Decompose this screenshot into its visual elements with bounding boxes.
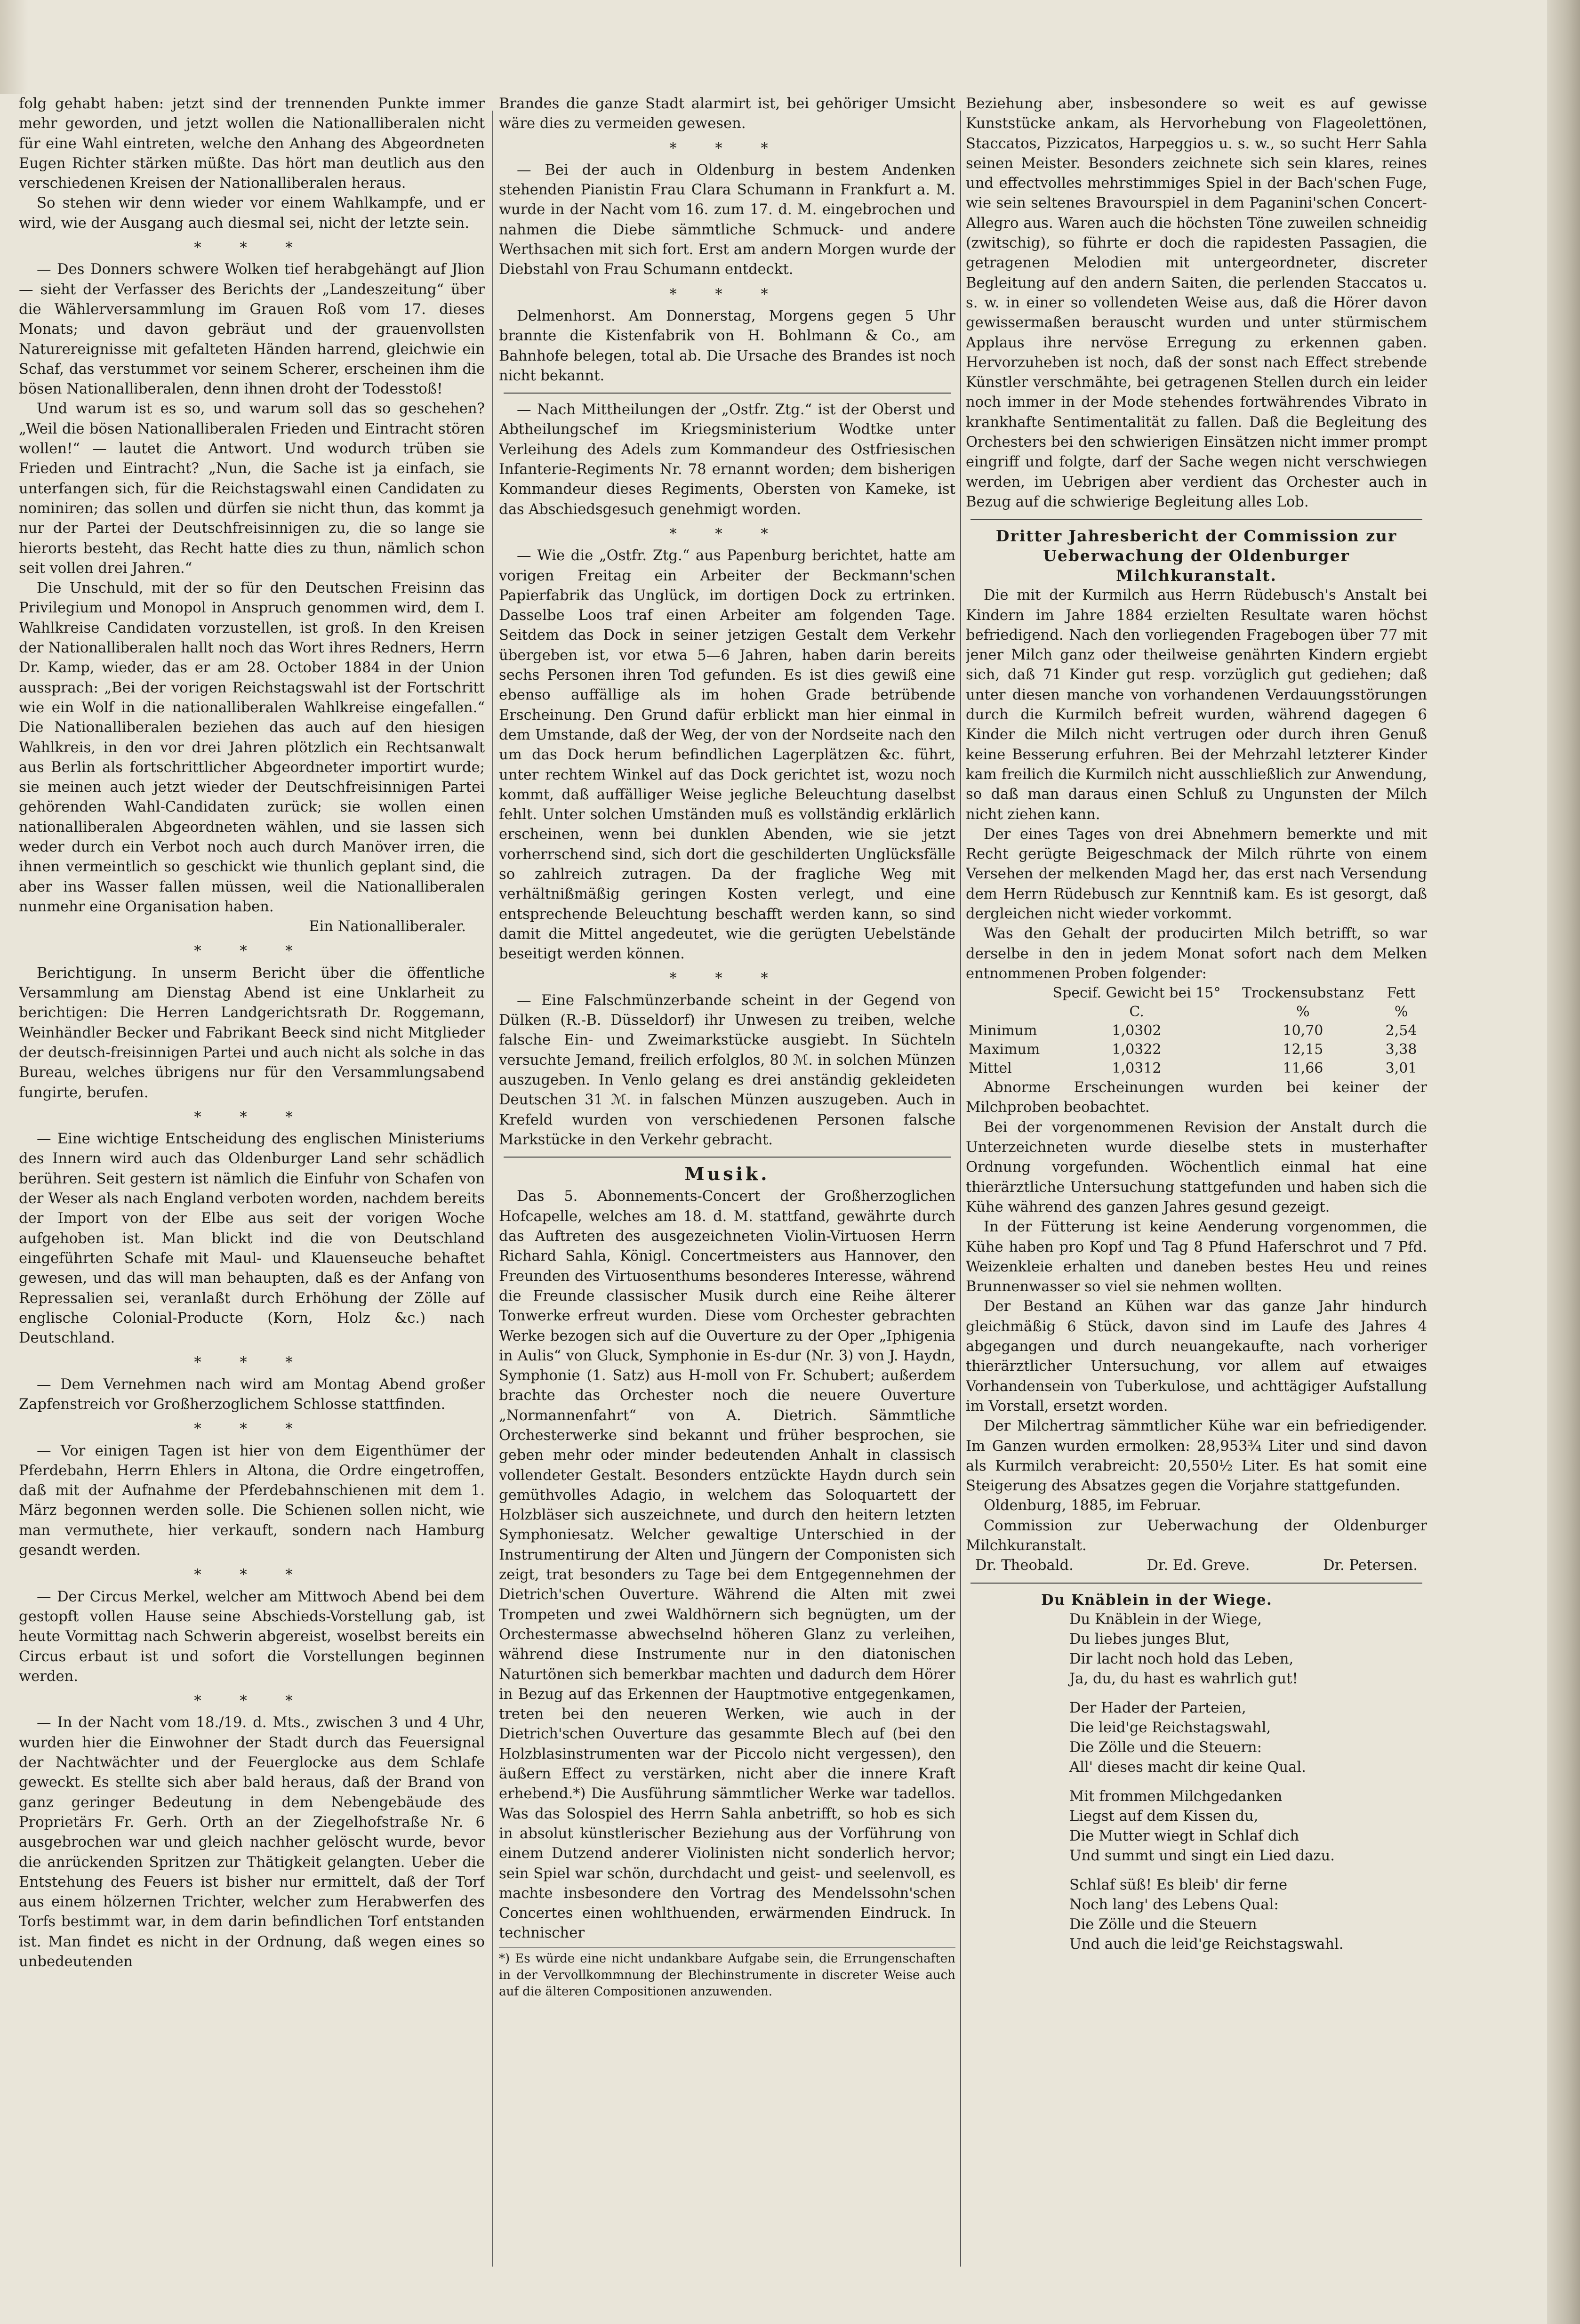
report-p5: Bei der vorgenommenen Revision der Anstalt durch die Unterzeichneten wurde dieselbe stets in musterhafter Ordnung vorgefunden. Wöchentlich einmal hat eine thierärztliche Untersuchung stattgefunden und haben sich die Kühe während des ganzen Jahres gesund gezeigt. <box>966 1119 1427 1215</box>
separator-asterisks: * * * <box>669 970 785 987</box>
article-schafe: — Eine wichtige Entscheidung des englischen Ministeriums des Innern wird auch das Oldenburger Land sehr schädlich berühren. Seit gestern ist nämlich die Einfuhr von Schafen von der Weser als nach England verboten worden, nachdem bereits der Import von der Elbe aus seit der vorigen Woche aufgehoben ist. Man blickt ind die von Deutschland eingeführten Schafe mit Maul- und Klauenseuche behaftet gewesen, und das will man behaupten, daß es der Anfang von Repressalien sei, veranlaßt durch Erhöhung der Zölle auf englische Colonial-Producte (Korn, Holz &c.) nach Deutschland. <box>19 1131 485 1347</box>
signer: Dr. Ed. Greve. <box>1147 1557 1250 1574</box>
poem-line: Du Knäblein in der Wiege, <box>1069 1611 1262 1628</box>
poem-line: Du liebes junges Blut, <box>1069 1631 1230 1648</box>
section-rule <box>970 1583 1422 1584</box>
report-p1: Die mit der Kurmilch aus Herrn Rüdebusch's Anstalt bei Kindern im Jahre 1884 erzielten Resultate waren höchst befriedigend. Nach den vorliegenden Fragebogen über 77 mit jener Milch ganz oder theilweise genährten Kindern ergiebt sich, daß 71 Kinder gut resp. vorzüglich gut gediehen; daß unter diesen manche von vorhandenen Verdauungsstörungen durch die Kurmilch befreit wurden, während dagegen 6 Kinder die Milch nicht vertrugen oder durch ihren Genuß keine Besserung erfuhren. Bei der Mehrzahl letzterer Kinder kam freilich die Kurmilch nicht ausschließlich zur Anwendung, so daß man daraus einen Schluß zu Ungunsten der Milch nicht ziehen kann. <box>966 587 1427 823</box>
column-2 <box>499 94 955 2283</box>
article-music-cont: Beziehung aber, insbesondere so weit es auf gewisse Kunststücke ankam, als Hervorhebung von Flageolettönen, Staccatos, Pizzicatos, Harpeggios u. s. w., so sucht Herr Sahla seinen Meister. Besonders zeichnete sich sein klares, reines und effectvolles mehrstimmiges Spiel in der Bach'schen Fuge, wie sein seltenes Bravourspiel in dem Paganini'schen Concert-Allegro aus. Waren auch die höchsten Töne zuweilen schneidig (zwitschig), so führte er doch die rapidesten Passagien, die getragenen Melodien mit untergeordneter, discreter Begleitung auf den andern Saiten, die perlenden Staccatos u. s. w. in einer so vollendeten Weise aus, daß die Hörer davon gewissermaßen berauscht wurden und unter stürmischem Applaus ihre nervöse Erregung zu erkennen gaben. Hervorzuheben ist noch, daß der sonst nach Effect strebende Künstler verschmähte, bei getragenen Stellen durch ein leider noch immer in der Mode stehendes fortwährendes Vibrato in krankhafte Sentimentalität zu fallen. Daß die Begleitung des Orchesters bei den schwierigen Einsätzen nicht immer prompt eingriff und folgte, darf der Sache wegen nicht verschwiegen werden, im Uebrigen aber verdient das Orchester auch in Bezug auf die schwierige Begleitung alles Lob. <box>966 96 1427 510</box>
separator-asterisks: * * * <box>194 240 310 257</box>
table-cell: 10,70 <box>1283 1022 1323 1039</box>
article-delmenhorst: Delmenhorst. Am Donnerstag, Morgens gegen 5 Uhr brannte die Kistenfabrik von H. Bohlmann & Co., am Bahnhofe belegen, total ab. Die Ursache des Brandes ist noch nicht bekannt. <box>499 307 955 384</box>
poem-line: Die leid'ge Reichstagswahl, <box>1069 1719 1271 1736</box>
page-fold-shadow <box>0 0 28 94</box>
article-papenburg: — Wie die „Ostfr. Ztg.“ aus Papenburg berichtet, hatte am vorigen Freitag ein Arbeiter der Beckmann'schen Papierfabrik das Unglück, im dortigen Dock zu ertrinken. Dasselbe Loos traf einen Arbeiter am folgenden Tage. Seitdem das Dock in seiner jetzigen Gestalt dem Verkehr übergeben ist, vor etwa 5—6 Jahren, haben darin bereits sechs Personen ihren Tod gefunden. Es ist dies gewiß eine ebenso auffällige als im hohen Grade betrübende Erscheinung. Den Grund dafür erblickt man hier einmal in dem Umstande, daß der Weg, der von der Nordseite nach den um das Dock herum befindlichen Lagerplätzen &c. führt, unter rechtem Winkel auf das Dock gerichtet ist, wozu noch kommt, daß auffälliger Weise jegliche Beleuchtung daselbst fehlt. Unter solchen Umständen muß es vollständig erklärlich erscheinen, wenn bei dunklen Abenden, wie sie jetzt vorherrschend sind, sich dort die geschilderten Unglücksfälle so zahlreich zutragen. Da der fragliche Weg mit verhältnißmäßig geringen Kosten verlegt, und eine entsprechende Beleuchtung beschafft werden kann, so sind damit die Mittel angedeutet, wie die gerügten Uebelstände beseitigt werden können. <box>499 547 955 963</box>
section-rule <box>504 393 951 394</box>
poem <box>966 1590 1427 1954</box>
table-cell: 3,01 <box>1385 1060 1417 1077</box>
signer: Dr. Theobald. <box>975 1557 1074 1574</box>
column-rule-2 <box>960 111 961 2267</box>
music-heading: Musik. <box>684 1163 770 1185</box>
article-pferdebahn: — Vor einigen Tagen ist hier von dem Eigenthümer der Pferdebahn, Herrn Ehlers in Altona, die Ordre eingetroffen, daß mit der Aufnahme der Pferdebahnschienen mit dem 1. März begonnen werden solle. Die Schienen sollen nicht, wie man vermuthete, hier verkauft, sondern nach Hamburg gesandt werden. <box>19 1442 485 1559</box>
table-row <box>966 1021 1427 1040</box>
article-zapfenstreich: — Dem Vernehmen nach wird am Montag Abend großer Zapfenstreich vor Großherzoglichem Schlosse stattfinden. <box>19 1376 485 1413</box>
table-cell: Mittel <box>969 1060 1012 1077</box>
separator-asterisks: * * * <box>669 140 785 157</box>
separator-asterisks: * * * <box>669 286 785 303</box>
report-p8: Der Milchertrag sämmtlicher Kühe war ein befriedigender. Im Ganzen wurden ermolken: 28,953¾ Liter und sind davon als Kurmilch verabreicht: 20,550½ Liter. Es hat somit eine Steigerung des Absatzes gegen die Vorjahre stattgefunden. <box>966 1418 1427 1495</box>
poem-line: Schlaf süß! Es bleib' dir ferne <box>1069 1876 1288 1893</box>
table-header: Fett % <box>1387 985 1416 1021</box>
separator-asterisks: * * * <box>194 1354 310 1371</box>
poem-line: Noch lang' des Lebens Qual: <box>1069 1896 1279 1913</box>
article-schumann: — Bei der auch in Oldenburg in bestem Andenken stehenden Pianistin Frau Clara Schumann in Frankfurt a. M. wurde in der Nacht vom 16. zum 17. d. M. eingebrochen und nahmen die Diebe sämmtliche Schmuck- und andere Werthsachen mit sich fort. Erst am andern Morgen wurde der Diebstahl von Frau Schumann entdeckt. <box>499 161 955 278</box>
article-brandes: Brandes die ganze Stadt alarmirt ist, bei gehöriger Umsicht wäre dies zu vermeiden gewesen. <box>499 96 955 132</box>
report-place-date: Oldenburg, 1885, im Februar. <box>984 1497 1201 1514</box>
report-p3: Was den Gehalt der producirten Milch betrifft, so war derselbe in den in jedem Monat sofort nach dem Melken entnommenen Proben folgender: <box>966 925 1427 982</box>
article-intro: folg gehabt haben: jetzt sind der trennenden Punkte immer mehr geworden, und jetzt wollen die Nationalliberalen nicht für eine Wahl eintreten, welche den Anhang des Abgeordneten Eugen Richter stärken müßte. Das hört man deutlich aus den verschiedenen Kreisen der Nationalliberalen heraus. <box>19 96 485 192</box>
table-cell: 12,15 <box>1283 1041 1323 1058</box>
signature-nationalliberaler: Ein Nationalliberaler. <box>309 918 466 935</box>
poem-stanza <box>1069 1787 1427 1866</box>
poem-line: All' dieses macht dir keine Qual. <box>1069 1759 1306 1776</box>
table-cell: Maximum <box>969 1041 1040 1058</box>
separator-asterisks: * * * <box>194 943 310 960</box>
separator-asterisks: * * * <box>194 1693 310 1710</box>
report-title: Dritter Jahresbericht der Commission zur Ueberwachung der Oldenburger Milchkuranstalt. <box>995 527 1397 585</box>
poem-line: Der Hader der Parteien, <box>1069 1699 1246 1716</box>
poem-line: Die Zölle und die Steuern <box>1069 1916 1257 1933</box>
table-header: Specif. Gewicht bei 15° C. <box>1052 985 1221 1021</box>
report-commission: Commission zur Ueberwachung der Oldenburger Milchkuranstalt. <box>966 1517 1427 1554</box>
poem-stanza <box>1069 1875 1427 1954</box>
page-edge <box>1547 0 1580 2324</box>
article-so: So stehen wir denn wieder vor einem Wahlkampfe, und er wird, wie der Ausgang auch diesmal sei, nicht der letzte sein. <box>19 195 485 232</box>
poem-title: Du Knäblein in der Wiege. <box>1041 1591 1273 1608</box>
section-rule <box>970 519 1422 520</box>
report-p2: Der eines Tages von drei Abnehmern bemerkte und mit Recht gerügte Beigeschmack der Milch rührte von einem Versehen der melkenden Magd her, das erst nach Versendung dem Herrn Rüdebusch zur Kenntniß kam. Es ist gesorgt, daß dergleichen nicht wieder vorkommt. <box>966 826 1427 922</box>
article-circus: — Der Circus Merkel, welcher am Mittwoch Abend bei dem gestopft vollen Hause seine Abschieds-Vorstellung gab, ist heute Vormittag nach Schwerin abgereist, woselbst bereits ein Circus erbaut ist und sofort die Vorstellungen beginnen werden. <box>19 1588 485 1685</box>
separator-asterisks: * * * <box>194 1421 310 1438</box>
poem-line: Liegst auf dem Kissen du, <box>1069 1808 1259 1825</box>
table-header <box>966 984 1043 1021</box>
article-donner: — Des Donners schwere Wolken tief herabgehängt auf Jlion — sieht der Verfasser des Berichts der „Landeszeitung“ über die Wählerversammlung im Grauen Roß vom 17. dieses Monats; und davon gebräut und der grauenvollsten Naturereignisse mit gefalteten Händen harrend, gleichwie ein Schaf, das verstummet vor seinem Scherer, erscheinen ihm die bösen Nationalliberalen, denn ihnen droht der Todesstoß! <box>19 261 485 398</box>
table-header: Trockensubstanz % <box>1242 985 1364 1021</box>
column-3 <box>966 94 1427 2283</box>
poem-line: Ja, du, du hast es wahrlich gut! <box>1069 1670 1298 1687</box>
article-berichtigung: Berichtigung. In unserm Bericht über die öffentliche Versammlung am Dienstag Abend ist eine Unklarheit zu berichtigen: Die Herren Landgerichtsrath Dr. Roggemann, Weinhändler Becker und Fabrikant Beeck sind nicht Mitglieder der deutsch-freisinnigen Partei und auch nicht als solche in das Bureau, welches übrigens nur für den Versammlungsabend fungirte, berufen. <box>19 965 485 1101</box>
report-p7: Der Bestand an Kühen war das ganze Jahr hindurch gleichmäßig 6 Stück, davon sind im Laufe des Jahres 4 abgegangen und durch neuangekaufte, nach vorheriger thierärztlicher Untersuchung, vor allem auf etwaiges Vorhandensein von Tuberkulose, und achttägiger Aufstallung im Vorstall, ersetzt worden. <box>966 1298 1427 1415</box>
poem-stanza <box>1069 1698 1427 1777</box>
article-warum: Und warum ist es so, und warum soll das so geschehen? „Weil die bösen Nationalliberalen Frieden und Eintracht stören wollen!“ — lautet die Antwort. Und wodurch trüben sie Frieden und Eintracht? „Nun, die Sache ist ja einfach, sie unterfangen sich, für die Reichstagswahl einen Candidaten zu nominiren; das sollen und dürfen sie nicht thun, das kommt ja nur der Partei der Deutschfreisinnigen zu, die so lange sie hierorts besteht, das Recht hatte dies zu thun, nämlich schon seit vollen drei Jahren.“ <box>19 401 485 577</box>
footnote: *) Es würde eine nicht undankbare Aufgabe sein, die Errungenschaften in der Vervollkommnung der Blechinstrumente in discreter Weise auch auf die älteren Compositionen anzuwenden. <box>499 1947 955 2000</box>
table-cell: 1,0312 <box>1112 1060 1162 1077</box>
column-rule-1 <box>492 111 493 2267</box>
table-cell: 11,66 <box>1283 1060 1323 1077</box>
table-row <box>966 1040 1427 1059</box>
report-p6: In der Fütterung ist keine Aenderung vorgenommen, die Kühe haben pro Kopf und Tag 8 Pfund Haferschrot und 7 Pfd. Weizenkleie erhalten und daneben bestes Heu und reines Brunnenwasser so viel sie nehmen wollten. <box>966 1219 1427 1295</box>
poem-line: Und summt und singt ein Lied dazu. <box>1069 1847 1335 1864</box>
article-falschmuenzer: — Eine Falschmünzerbande scheint in der Gegend von Dülken (R.-B. Düsseldorf) ihr Unwesen zu treiben, welche falsche Ein- und Zweimarkstücke ausgiebt. In Süchteln versuchte Jemand, freilich erfolglos, 80 ℳ. in solchen Münzen auszugeben. In Venlo gelang es drei anständig gekleideten Deutschen 31 ℳ. in falschen Münzen auszugeben. Auch in Krefeld wurden von verschiedenen Personen falsche Markstücke in den Verkehr gebracht. <box>499 992 955 1148</box>
table-cell: 3,38 <box>1385 1041 1417 1058</box>
poem-stanza <box>1069 1610 1427 1689</box>
report-signers <box>966 1556 1427 1576</box>
poem-line: Und auch die leid'ge Reichstagswahl. <box>1069 1936 1344 1953</box>
table-cell: 2,54 <box>1385 1022 1417 1039</box>
separator-asterisks: * * * <box>194 1109 310 1126</box>
signer: Dr. Petersen. <box>1323 1557 1418 1574</box>
table-header-row <box>966 984 1427 1021</box>
table-row <box>966 1059 1427 1078</box>
section-rule <box>504 1157 951 1158</box>
article-wodtke: — Nach Mittheilungen der „Ostfr. Ztg.“ ist der Oberst und Abtheilungschef im Kriegsministerium Wodtke unter Verleihung des Adels zum Kommandeur des Ostfriesischen Infanterie-Regiments Nr. 78 ernannt worden; dem bisherigen Kommandeur dieses Regiments, Obersten von Kameke, ist das Abschiedsgesuch genehmigt worden. <box>499 402 955 518</box>
poem-line: Die Zölle und die Steuern: <box>1069 1739 1262 1756</box>
article-unschuld: Die Unschuld, mit der so für den Deutschen Freisinn das Privilegium und Monopol in Anspruch genommen wird, dem I. Wahlkreise Candidaten vorzustellen, ist groß. In den Kreisen der Nationalliberalen hallt noch das Wort ihres Redners, Herrn Dr. Kamp, wieder, das er am 28. October 1884 in der Union aussprach: „Bei der vorigen Reichstagswahl ist der Fortschritt wie ein Wolf in die nationalliberalen Wahlkreise eingefallen.“ Die Nationalliberalen beziehen das auch auf den hiesigen Wahlkreis, in den vor drei Jahren plötzlich ein Rechtsanwalt aus Berlin als fortschrittlicher Abgeordneter importirt wurde; sie meinen auch jetzt wieder der Deutschfreisinnigen Partei gehörenden Wahl-Candidaten zurück; sie wollen einen nationalliberalen Abgeordneten wählen, und sie lassen sich weder durch ein Verbot noch auch durch Manöver irren, die ihnen vermeintlich so geschickt wie thunlich geplant sind, die aber ins Wasser fallen müssen, weil die Nationalliberalen nunmehr eine Organisation haben. <box>19 580 485 915</box>
table-cell: 1,0302 <box>1112 1022 1162 1039</box>
table-cell: Minimum <box>969 1022 1037 1039</box>
poem-line: Dir lacht noch hold das Leben, <box>1069 1650 1294 1667</box>
separator-asterisks: * * * <box>669 525 785 542</box>
article-music: Das 5. Abonnements-Concert der Großherzoglichen Hofcapelle, welches am 18. d. M. stattfand, gewährte durch das Auftreten des ausgezeichneten Violin-Virtuosen Herrn Richard Sahla, Königl. Concertmeisters aus Hannover, den Freunden des Virtuosenthums besonderes Interesse, während die Freunde classischer Musik durch eine Reihe älterer Tonwerke erfreut wurden. Diese vom Orchester gebrachten Werke bezogen sich auf die Ouverture zu der Oper „Iphigenia in Aulis“ von Gluck, Symphonie in Es-dur (Nr. 3) von J. Haydn, Symphonie (1. Satz) aus H-moll von Fr. Schubert; außerdem brachte das Orchester noch die neuere Ouverture „Normannenfahrt“ von A. Dietrich. Sämmtliche Orchesterwerke sind bekannt und früher besprochen, sie geben mehr oder minder bedeutenden Anhalt in classisch vollendeter Gestalt. Besonders entzückte Haydn durch sein gemüthvolles Adagio, in welchem das Soloquartett der Holzbläser sich auszeichnete, und durch den heitern letzten Symphoniesatz. Welcher gewaltige Unterschied in der Instrumentirung der Alten und Jüngern der Componisten sich zeigt, trat besonders zu Tage bei dem Entgegennehmen der Dietrich'schen Ouverture. Während die Alten mit zwei Trompeten und zwei Waldhörnern sich begnügten, um der Orchestermasse abwechselnd höheren Glanz zu verleihen, während diese Instrumente nur in den diatonischen Naturtönen sich bemerkbar machten und dadurch dem Hörer in Bezug auf das Erkennen der Hauptmotive entgegenkamen, treten bei den neueren Werken, wie auch in der Dietrich'schen Ouverture das gesammte Blech auf (bei den Holzblasinstrumenten war der Piccolo nicht vergessen), den äußern Effect zu verstärken, nicht aber die innere Kraft erhebend.*) Die Ausführung sämmtlicher Werke war tadellos. Was das Solospiel des Herrn Sahla anbetrifft, so hob es sich in absolut künstlerischer Beziehung aus der Vorführung von einem Dutzend anderer Violinisten nicht sonderlich hervor; sein Spiel war schön, durchdacht und geist- und seelenvoll, es machte insbesondere den Vortrag des Mendelssohn'schen Concertes einen wohlthuenden, erwärmenden Eindruck. In technischer <box>499 1188 955 1942</box>
column-1 <box>19 94 485 2283</box>
article-feuer: — In der Nacht vom 18./19. d. Mts., zwischen 3 und 4 Uhr, wurden hier die Einwohner der Stadt durch das Feuersignal der Nachtwächter und der Feuerglocke aus dem Schlafe geweckt. Es stellte sich aber bald heraus, daß der Brand von ganz geringer Bedeutung in dem Nebengebäude des Proprietärs Fr. Gerh. Orth an der Ziegelhofstraße Nr. 6 ausgebrochen war und gleich nachher gelöscht wurde, bevor die anrückenden Spritzen zur Thätigkeit gelangten. Ueber die Entstehung des Feuers ist bisher nur ermittelt, daß der Torf aus einem hölzernen Trichter, welcher zum Herabwerfen des Torfs bestimmt war, in dem darin befindlichen Torf entstanden ist. Man findet es nicht in der Ordnung, daß wegen eines so unbedeutenden <box>19 1714 485 1970</box>
table-cell: 1,0322 <box>1112 1041 1162 1058</box>
poem-line: Die Mutter wiegt in Schlaf dich <box>1069 1827 1299 1844</box>
separator-asterisks: * * * <box>194 1567 310 1584</box>
report-p4: Abnorme Erscheinungen wurden bei keiner der Milchproben beobachtet. <box>966 1079 1427 1116</box>
milk-table <box>966 984 1427 1078</box>
poem-line: Mit frommen Milchgedanken <box>1069 1788 1283 1805</box>
